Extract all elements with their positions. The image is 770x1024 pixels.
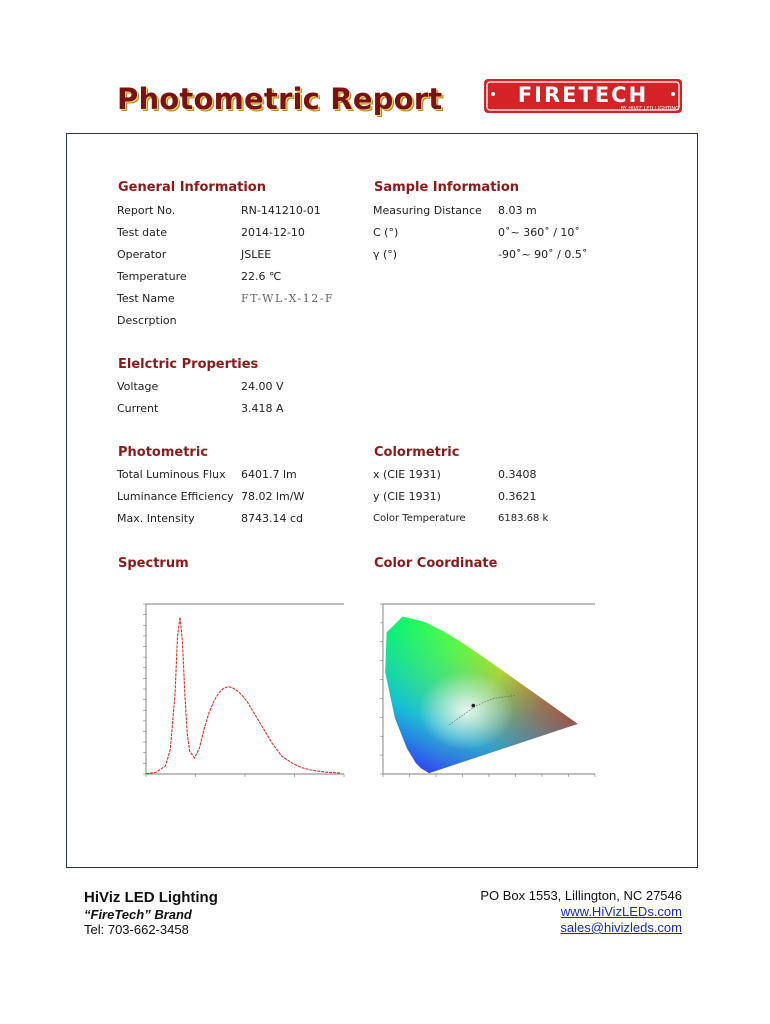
footer-tel: Tel: 703-662-3458 — [84, 922, 189, 937]
voltage-value: 24.00 V — [241, 380, 284, 393]
description-label: Descrption — [117, 314, 177, 327]
photometric-heading: Photometric — [118, 445, 209, 460]
test-name-label: Test Name — [117, 292, 175, 305]
cct-label: Color Temperature — [373, 513, 466, 524]
test-date-value: 2014-12-10 — [241, 226, 305, 239]
temperature-value: 22.6 ℃ — [241, 270, 282, 283]
spectrum-chart — [112, 592, 348, 792]
footer-brand: “FireTech” Brand — [84, 907, 192, 922]
current-value: 3.418 A — [241, 402, 284, 415]
flux-label: Total Luminous Flux — [117, 468, 226, 481]
footer-address: PO Box 1553, Lillington, NC 27546 — [480, 888, 682, 903]
temperature-label: Temperature — [117, 270, 187, 283]
cie-chart — [373, 598, 603, 784]
gamma-angle-value: -90˚~ 90˚ / 0.5˚ — [498, 248, 588, 261]
c-angle-label: C (°) — [373, 226, 399, 239]
report-no-value: RN-141210-01 — [241, 204, 321, 217]
c-angle-value: 0˚~ 360˚ / 10˚ — [498, 226, 580, 239]
distance-value: 8.03 m — [498, 204, 537, 217]
cie-y-label: y (CIE 1931) — [373, 490, 441, 503]
gamma-angle-label: γ (°) — [373, 248, 398, 261]
firetech-logo — [484, 79, 682, 113]
flux-value: 6401.7 lm — [241, 468, 297, 481]
cct-value: 6183.68 k — [498, 513, 549, 524]
footer-email-link[interactable]: sales@hivizleds.com — [560, 920, 682, 935]
spectrum-heading: Spectrum — [118, 556, 189, 571]
sample-heading: Sample Information — [374, 180, 520, 195]
logo-brand: FIRETECH — [517, 83, 649, 107]
report-no-label: Report No. — [117, 204, 176, 217]
distance-label: Measuring Distance — [373, 204, 482, 217]
cie-x-label: x (CIE 1931) — [373, 468, 441, 481]
intensity-label: Max. Intensity — [117, 512, 195, 525]
cie-y-value: 0.3621 — [498, 490, 537, 503]
colormetric-heading: Colormetric — [374, 445, 460, 460]
cie-measured-point — [472, 704, 476, 708]
general-heading: General Information — [118, 180, 266, 195]
page-title: Photometric Report — [117, 82, 443, 116]
logo-tagline: BY HIVIZ LED LIGHTING — [620, 106, 679, 112]
intensity-value: 8743.14 cd — [241, 512, 304, 525]
footer-website-link[interactable]: www.HiVizLEDs.com — [560, 904, 682, 919]
operator-value: JSLEE — [241, 248, 272, 261]
footer-company: HiViz LED Lighting — [84, 889, 218, 906]
efficiency-value: 78.02 lm/W — [241, 490, 305, 503]
efficiency-label: Luminance Efficiency — [117, 490, 234, 503]
cie-x-value: 0.3408 — [498, 468, 537, 481]
electric-heading: Elelctric Properties — [118, 357, 259, 372]
test-date-label: Test date — [117, 226, 167, 239]
voltage-label: Voltage — [117, 380, 159, 393]
current-label: Current — [117, 402, 159, 415]
coordinate-heading: Color Coordinate — [374, 556, 498, 571]
operator-label: Operator — [117, 248, 167, 261]
test-name-value: FT-WL-X-12-F — [241, 292, 335, 305]
